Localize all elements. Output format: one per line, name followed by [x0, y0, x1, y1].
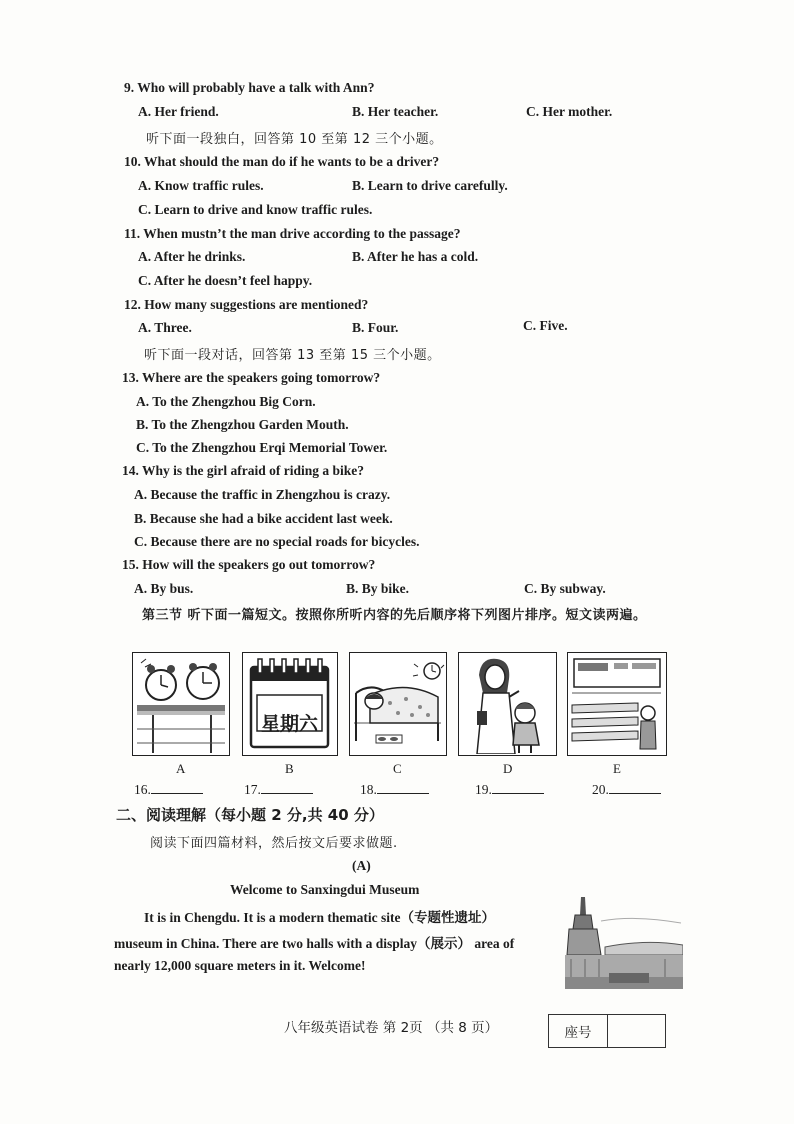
seat-number-field[interactable] [608, 1015, 665, 1047]
question-11-option-b: B. After he has a cold. [352, 249, 479, 264]
answer-blank-20[interactable] [592, 781, 661, 798]
passage-line-2: museum in China. There are two halls with a display（展示） area of [114, 936, 515, 951]
instruction-dialogue: 听下面一段对话，回答第 13 至第 15 三个小题。 [144, 348, 441, 363]
part-2-title: 二、阅读理解（每小题 2 分,共 40 分） [116, 806, 384, 824]
museum-building-illustration [565, 893, 683, 989]
question-9-option-c: C. Her mother. [526, 104, 613, 119]
question-14-stem: 14. Why is the girl afraid of riding a bike? [122, 463, 365, 478]
question-11-option-c: C. After he doesn’t feel happy. [138, 273, 313, 288]
picture-e-classroom [567, 652, 667, 756]
question-10-option-a: A. Know traffic rules. [138, 178, 264, 193]
picture-b-calendar [242, 652, 338, 756]
blank-number-18: 18. [360, 782, 377, 797]
passage-title: Welcome to Sanxingdui Museum [230, 882, 420, 897]
picture-label-e: E [613, 761, 621, 776]
picture-label-a: A [176, 761, 186, 776]
question-15-option-c: C. By subway. [524, 581, 606, 596]
footer-page-info: 八年级英语试卷 第 2页 （共 8 页） [284, 1020, 499, 1036]
question-14-option-a: A. Because the traffic in Zhengzhou is crazy. [134, 487, 391, 502]
classroom-illustration [568, 653, 665, 754]
question-13-option-a: A. To the Zhengzhou Big Corn. [136, 394, 316, 409]
question-10-stem: 10. What should the man do if he wants to be a driver? [124, 154, 440, 169]
picture-c-sleeping [349, 652, 447, 756]
blank-number-20: 20. [592, 782, 609, 797]
question-10-option-c: C. Learn to drive and know traffic rules. [138, 202, 373, 217]
question-12-option-c: C. Five. [523, 318, 568, 333]
question-9-option-a: A. Her friend. [138, 104, 219, 119]
question-11-option-a: A. After he drinks. [138, 249, 246, 264]
question-14-option-c: C. Because there are no special roads for bicycles. [134, 534, 420, 549]
question-15-stem: 15. How will the speakers go out tomorrow? [122, 557, 376, 572]
picture-a-clocks [132, 652, 230, 756]
museum-photo [565, 893, 683, 989]
passage-line-1: It is in Chengdu. It is a modern thematic site（专题性遗址） [144, 910, 496, 925]
picture-label-b: B [285, 761, 294, 776]
answer-blank-16[interactable] [134, 781, 203, 798]
blank-number-16: 16. [134, 782, 151, 797]
seat-number-label: 座号 [549, 1015, 608, 1047]
answer-blank-17[interactable] [244, 781, 313, 798]
mother-boy-illustration [459, 653, 555, 754]
question-12-stem: 12. How many suggestions are mentioned? [124, 297, 369, 312]
sleeping-illustration [350, 653, 445, 754]
part-2-instruction: 阅读下面四篇材料，然后按文后要求做题. [150, 836, 398, 851]
question-12-option-b: B. Four. [352, 320, 399, 335]
question-13-stem: 13. Where are the speakers going tomorrow? [122, 370, 381, 385]
question-11-stem: 11. When mustn’t the man drive according to the passage? [124, 226, 461, 241]
clocks-illustration [133, 653, 228, 754]
answer-blank-18[interactable] [360, 781, 429, 798]
picture-label-d: D [503, 761, 513, 776]
question-12-option-a: A. Three. [138, 320, 192, 335]
question-9-stem: 9. Who will probably have a talk with Ann? [124, 80, 375, 95]
calendar-illustration [243, 653, 336, 754]
blank-number-19: 19. [475, 782, 492, 797]
seat-number-box[interactable] [548, 1014, 666, 1048]
passage-label: (A) [352, 858, 371, 873]
question-14-option-b: B. Because she had a bike accident last week. [134, 511, 393, 526]
instruction-monologue: 听下面一段独白，回答第 10 至第 12 三个小题。 [146, 132, 443, 147]
question-15-option-a: A. By bus. [134, 581, 194, 596]
picture-label-c: C [393, 761, 402, 776]
question-13-option-b: B. To the Zhengzhou Garden Mouth. [136, 417, 349, 432]
question-9-option-b: B. Her teacher. [352, 104, 439, 119]
answer-blank-19[interactable] [475, 781, 544, 798]
question-10-option-b: B. Learn to drive carefully. [352, 178, 508, 193]
calendar-day-text: 星期六 [260, 713, 318, 735]
section-3-instruction: 第三节 听下面一篇短文。按照你所听内容的先后顺序将下列图片排序。短文读两遍。 [142, 608, 647, 623]
picture-d-mother-and-boy [458, 652, 557, 756]
question-13-option-c: C. To the Zhengzhou Erqi Memorial Tower. [136, 440, 388, 455]
passage-line-3: nearly 12,000 square meters in it. Welcome! [114, 958, 366, 973]
question-15-option-b: B. By bike. [346, 581, 410, 596]
blank-number-17: 17. [244, 782, 261, 797]
